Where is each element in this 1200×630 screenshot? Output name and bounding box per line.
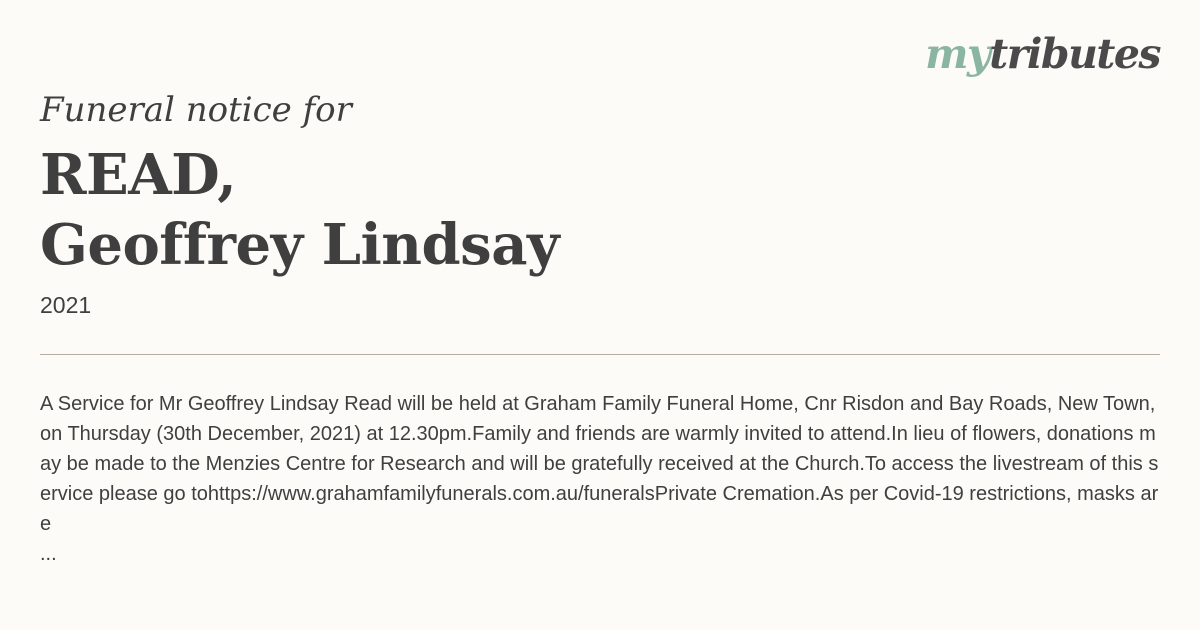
notice-eyebrow: Funeral notice for [40,90,352,130]
logo-my: my [925,30,990,78]
deceased-name [40,140,559,280]
deceased-given-names: Geoffrey Lindsay [40,212,560,278]
notice-body-text: A Service for Mr Geoffrey Lindsay Read will be held at Graham Family Funeral Home, Cnr Risdon and Bay Roads, New Town, on Thursday (30th December, 2021) at 12.30pm.Family and friends are warmly invited to attend.In lieu of flowers, donations may be made to the Menzies Centre for Research and will be gratefully received at the Church.To access the livestream of this service please go tohttps://www.grahamfamilyfunerals.com.au/funeralsPrivate Cremation.As per Covid-19 restrictions, masks are [40,393,1159,535]
notice-body-ellipsis: ... [40,543,57,565]
deceased-surname: READ, [40,142,237,208]
mytributes-logo[interactable] [925,30,1160,78]
logo-tributes: tributes [989,30,1160,78]
notice-body [40,389,1160,569]
notice-year: 2021 [40,292,92,318]
divider [40,354,1160,355]
